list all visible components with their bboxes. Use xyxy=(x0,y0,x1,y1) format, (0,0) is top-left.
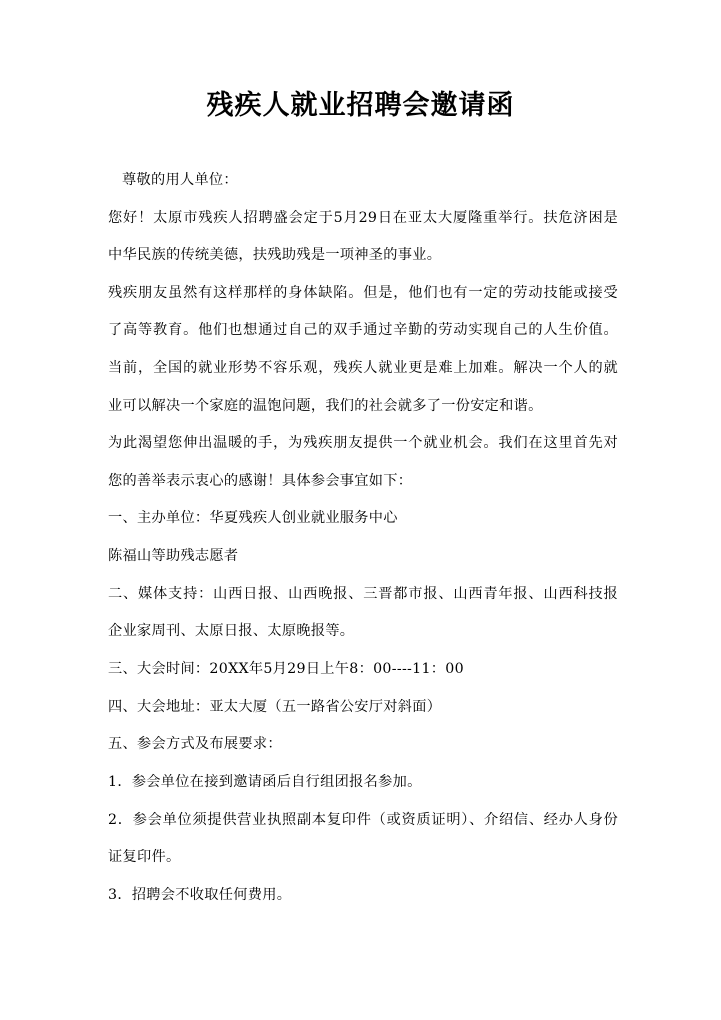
event-time-line: 三、大会时间：20XX年5月29日上午8：00----11：00 xyxy=(108,661,464,677)
document-title: 残疾人就业招聘会邀请函 xyxy=(206,90,515,121)
requirement-2-line-2: 证复印件。 xyxy=(108,849,181,865)
media-support-line-1: 二、媒体支持：山西日报、山西晚报、三晋都市报、山西青年报、山西科技报 xyxy=(108,586,618,602)
paragraph-2-line-1: 残疾朋友虽然有这样那样的身体缺陷。但是，他们也有一定的劳动技能或接受 xyxy=(108,285,618,301)
requirement-2-line-1: 2．参会单位须提供营业执照副本复印件（或资质证明）、介绍信、经办人身份 xyxy=(108,812,618,828)
paragraph-4-line-1: 为此渴望您伸出温暖的手，为残疾朋友提供一个就业机会。我们在这里首先对 xyxy=(108,435,618,451)
salutation: 尊敬的用人单位： xyxy=(122,172,238,188)
event-address-line: 四、大会地址：亚太大厦（五一路省公安厅对斜面） xyxy=(108,699,442,715)
paragraph-1-line-1: 您好！太原市残疾人招聘盛会定于5月29日在亚太大厦隆重举行。扶危济困是 xyxy=(108,210,618,226)
requirement-1: 1．参会单位在接到邀请函后自行组团报名参加。 xyxy=(108,774,422,790)
paragraph-4-line-2: 您的善举表示衷心的感谢！具体参会事宜如下： xyxy=(108,473,413,489)
volunteers-line: 陈福山等助残志愿者 xyxy=(108,548,239,564)
organizer-line: 一、主办单位：华夏残疾人创业就业服务中心 xyxy=(108,510,398,526)
paragraph-1-line-2: 中华民族的传统美德，扶残助残是一项神圣的事业。 xyxy=(108,247,442,263)
media-support-line-2: 企业家周刊、太原日报、太原晚报等。 xyxy=(108,623,355,639)
requirement-3: 3．招聘会不收取任何费用。 xyxy=(108,887,292,903)
paragraph-3-line-1: 当前，全国的就业形势不容乐观，残疾人就业更是难上加难。解决一个人的就 xyxy=(108,360,618,376)
requirements-heading: 五、参会方式及布展要求： xyxy=(108,736,282,752)
paragraph-3-line-2: 业可以解决一个家庭的温饱问题，我们的社会就多了一份安定和谐。 xyxy=(108,398,543,414)
paragraph-2-line-2: 了高等教育。他们也想通过自己的双手通过辛勤的劳动实现自己的人生价值。 xyxy=(108,322,618,338)
